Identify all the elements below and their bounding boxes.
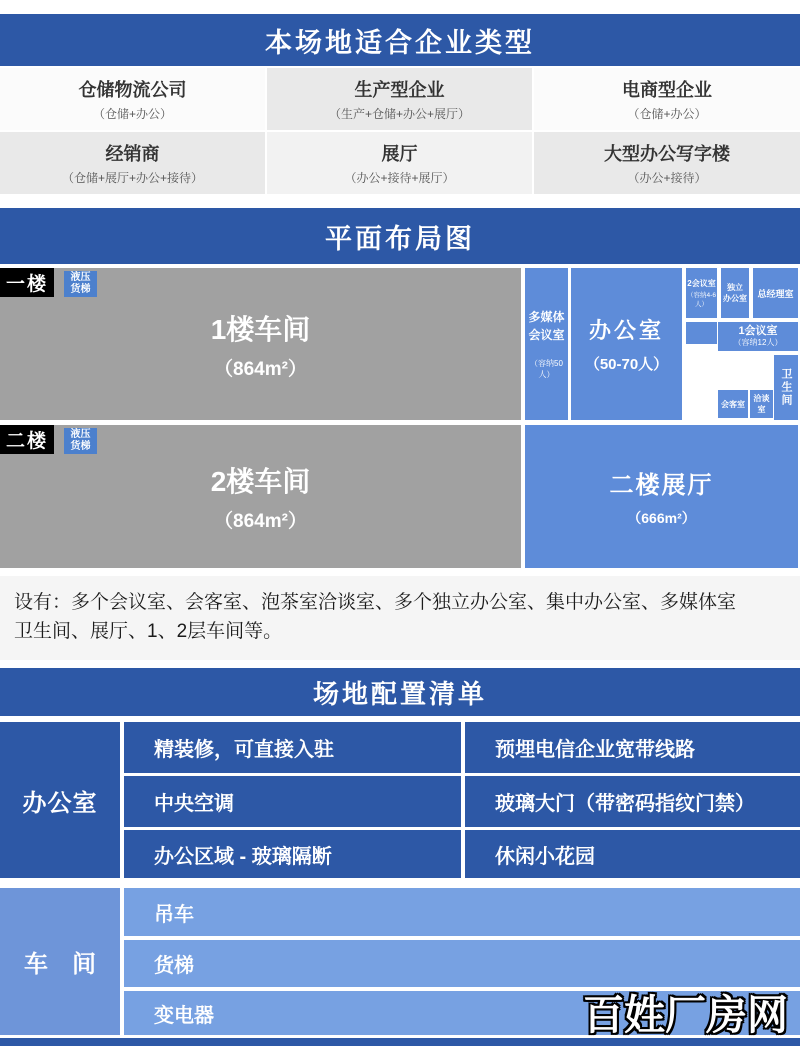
config-office-row2-col1: 中央空调 bbox=[124, 776, 461, 827]
cell-subtitle: （仓储+办公） bbox=[627, 107, 707, 121]
negotiation-room: 洽谈室 bbox=[750, 390, 773, 418]
cell-subtitle: （生产+仓储+办公+展厅） bbox=[328, 107, 471, 121]
floor2-workshop-size: （864m²） bbox=[214, 511, 307, 532]
cell-title: 仓储物流公司 bbox=[78, 80, 187, 100]
enterprise-types-header bbox=[0, 14, 800, 66]
cell-subtitle: （仓储+办公） bbox=[92, 107, 172, 121]
cell-subtitle: （办公+接待） bbox=[627, 171, 707, 185]
floor1-hydraulic-freight-elevator: 液压 货梯 bbox=[64, 271, 97, 297]
config-office-row1-col1: 精装修，可直接入驻 bbox=[124, 722, 461, 773]
site-watermark: 百姓厂房网 bbox=[583, 992, 788, 1038]
bottom-blue-bar bbox=[0, 1038, 800, 1046]
multimedia-room-capacity: （容纳50人） bbox=[530, 359, 563, 379]
cell-title: 生产型企业 bbox=[354, 80, 445, 100]
cell-subtitle: （办公+接待+展厅） bbox=[344, 171, 455, 185]
meeting-room-1: 1会议室 （容纳12人） bbox=[718, 322, 798, 351]
cell-title: 电商型企业 bbox=[622, 80, 712, 100]
cell-title: 经销商 bbox=[105, 144, 160, 164]
floor1-workshop-size: （864m²） bbox=[214, 358, 307, 380]
cell-title: 展厅 bbox=[381, 144, 418, 164]
config-group-workshop-label: 车 间 bbox=[0, 888, 120, 1035]
enterprise-cell-showroom bbox=[267, 132, 532, 194]
floor1-label: 一楼 bbox=[0, 268, 54, 297]
config-workshop-row2: 货梯 bbox=[124, 940, 800, 987]
exhibition-hall-size: （666m²） bbox=[627, 510, 696, 526]
enterprise-cell-production bbox=[267, 68, 532, 130]
floor-plan-header bbox=[0, 208, 800, 264]
restroom: 卫生间 bbox=[774, 355, 798, 420]
floor1-blue-filler bbox=[686, 322, 717, 344]
office-capacity: （50-70人） bbox=[584, 356, 669, 373]
enterprise-cell-ecommerce bbox=[534, 68, 800, 130]
reception-room: 会客室 bbox=[718, 390, 748, 418]
enterprise-cell-office-building bbox=[534, 132, 800, 194]
description-line2: 卫生间、展厅、1、2层车间等。 bbox=[14, 621, 283, 643]
config-office-row3-col2: 休闲小花园 bbox=[465, 830, 800, 878]
config-workshop-row1: 吊车 bbox=[124, 888, 800, 936]
enterprise-cell-warehouse-logistics bbox=[0, 68, 265, 130]
meeting-room-2: 2会议室 （容纳4-6人） bbox=[686, 268, 717, 318]
facilities-description bbox=[0, 576, 800, 660]
description-line1: 设有：多个会议室、会客室、泡茶室洽谈室、多个独立办公室、集中办公室、多媒体室 bbox=[14, 592, 737, 613]
cell-title: 大型办公写字楼 bbox=[604, 144, 730, 164]
floor2-workshop-name: 2楼车间 bbox=[210, 466, 311, 497]
config-office-row1-col2: 预埋电信企业宽带线路 bbox=[465, 722, 800, 773]
floor2-hydraulic-freight-elevator: 液压 货梯 bbox=[64, 428, 97, 454]
floor1-workshop-name: 1楼车间 bbox=[210, 313, 311, 345]
config-group-office-label: 办公室 bbox=[0, 722, 120, 878]
configuration-list-title: 场地配置清单 bbox=[312, 678, 487, 709]
general-manager-office: 总经理室 bbox=[753, 268, 798, 318]
configuration-list-header bbox=[0, 668, 800, 716]
floor1-office-area: 办公室 （50-70人） bbox=[571, 268, 682, 420]
floor2-label: 二楼 bbox=[0, 425, 54, 454]
floor1-right-rooms-block bbox=[686, 268, 798, 420]
independent-office: 独立 办公室 bbox=[721, 268, 749, 318]
floor-plan-title: 平面布局图 bbox=[325, 223, 475, 254]
config-office-row2-col2: 玻璃大门（带密码指纹门禁） bbox=[465, 776, 800, 827]
config-office-row3-col1: 办公区域 - 玻璃隔断 bbox=[124, 830, 461, 878]
floor1-multimedia-meeting-room: 多媒体 会议室 （容纳50人） bbox=[525, 268, 568, 420]
floor2-exhibition-hall: 二楼展厅 （666m²） bbox=[525, 425, 798, 568]
config-workshop-row3: 变电器 bbox=[124, 991, 800, 1035]
enterprise-cell-distributor bbox=[0, 132, 265, 194]
enterprise-types-title: 本场地适合企业类型 bbox=[265, 27, 535, 58]
cell-subtitle: （仓储+展厅+办公+接待） bbox=[61, 171, 204, 185]
